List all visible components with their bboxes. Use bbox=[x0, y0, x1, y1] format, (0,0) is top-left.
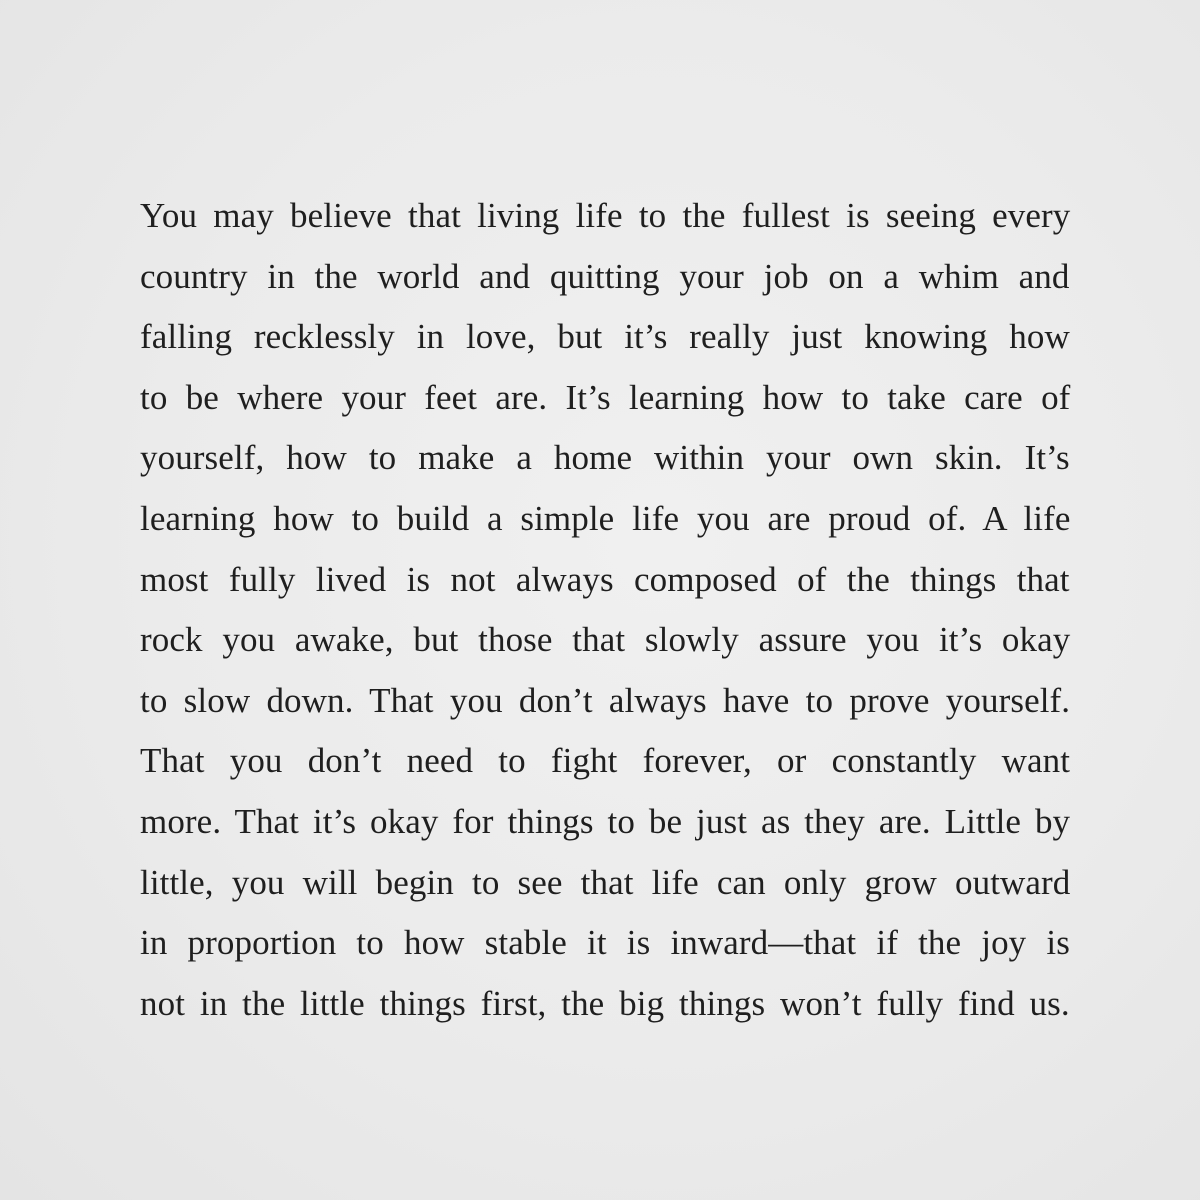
passage-line-4: to be where your feet are. It’s learning how to take care of bbox=[140, 377, 1071, 417]
passage-line-2: country in the world and quitting your job on a whim and bbox=[140, 256, 1070, 296]
passage-line-3: falling recklessly in love, but it’s really just knowing how bbox=[140, 317, 1070, 357]
passage-line-12: little, you will begin to see that life can only grow outward bbox=[140, 862, 1071, 902]
passage-line-14: not in the little things first, the big things won’t fully find us. bbox=[140, 983, 1070, 1023]
passage-line-9: to slow down. That you don’t always have to prove yourself. bbox=[140, 680, 1071, 720]
passage-paragraph bbox=[140, 186, 1070, 1034]
passage-line-1: You may believe that living life to the fullest is seeing every bbox=[140, 196, 1071, 235]
passage-line-6: learning how to build a simple life you are proud of. A life bbox=[140, 498, 1071, 538]
passage-line-8: rock you awake, but those that slowly assure you it’s okay bbox=[140, 620, 1071, 660]
passage-line-7: most fully lived is not always composed of the things that bbox=[140, 559, 1070, 599]
passage-line-10: That you don’t need to fight forever, or constantly want bbox=[140, 741, 1071, 781]
passage-line-13: in proportion to how stable it is inward—that if the joy is bbox=[140, 923, 1070, 963]
passage-line-5: yourself, how to make a home within your own skin. It’s bbox=[140, 438, 1070, 478]
passage-line-11: more. That it’s okay for things to be just as they are. Little by bbox=[140, 801, 1071, 841]
